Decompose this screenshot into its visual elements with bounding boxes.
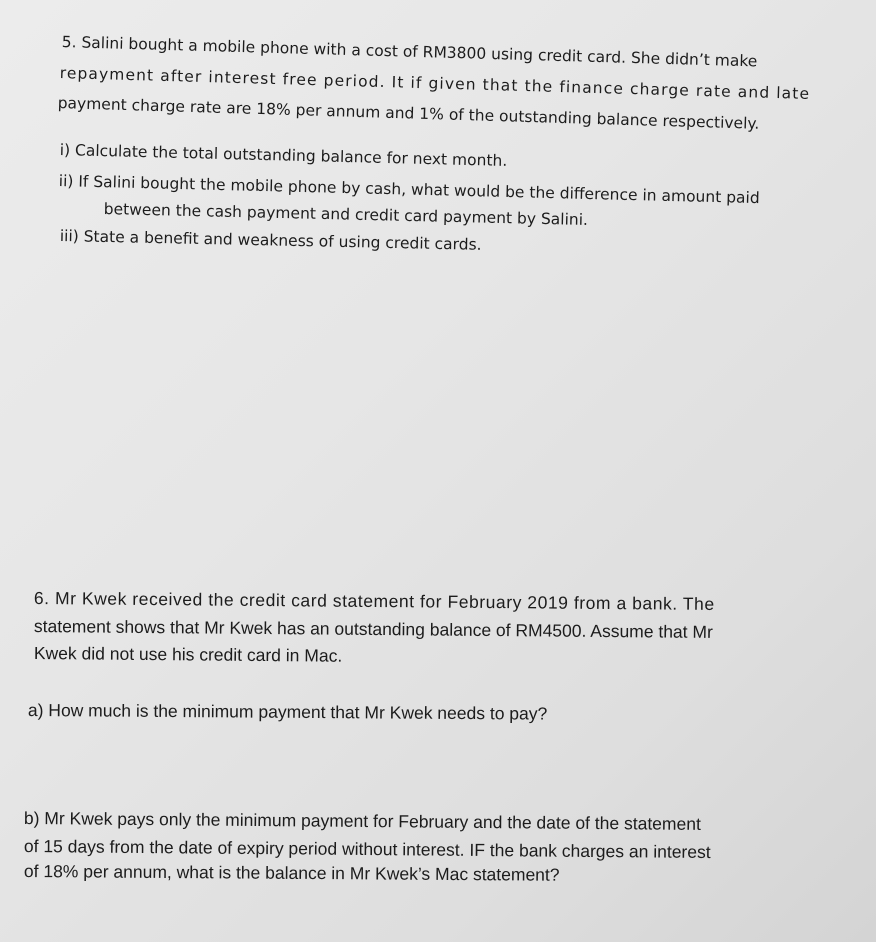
- question-5-part-i: i) Calculate the total outstanding balance for next month.: [59, 141, 508, 170]
- question-6-line-2: statement shows that Mr Kwek has an outstanding balance of RM4500. Assume that Mr: [33, 616, 713, 642]
- question-6-line-3: Kwek did not use his credit card in Mac.: [33, 643, 343, 666]
- question-5-part-iii: iii) State a benefit and weakness of using credit cards.: [59, 227, 482, 254]
- question-5-line-2: repayment after interest free period. It if given that the finance charge rate and late: [59, 64, 811, 103]
- question-5-part-ii: ii) If Salini bought the mobile phone by cash, what would be the difference in amount paid: [58, 172, 760, 208]
- question-5-line-1: 5. Salini bought a mobile phone with a cost of RM3800 using credit card. She didn’t make: [61, 33, 758, 71]
- question-6-part-b-line-2: of 15 days from the date of expiry period without interest. IF the bank charges an interest: [23, 836, 711, 862]
- question-6-line-1: 6. Mr Kwek received the credit card statement for February 2019 from a bank. The: [33, 588, 715, 614]
- question-5-part-ii-continued: between the cash payment and credit card payment by Salini.: [103, 200, 589, 229]
- question-6-part-b-line-1: b) Mr Kwek pays only the minimum payment for February and the date of the statement: [23, 808, 701, 834]
- question-6-part-b-line-3: of 18% per annum, what is the balance in Mr Kwek’s Mac statement?: [23, 861, 560, 885]
- question-5-line-3: payment charge rate are 18% per annum and 1% of the outstanding balance respectively.: [57, 94, 760, 133]
- question-6-part-a: a) How much is the minimum payment that Mr Kwek needs to pay?: [27, 700, 548, 724]
